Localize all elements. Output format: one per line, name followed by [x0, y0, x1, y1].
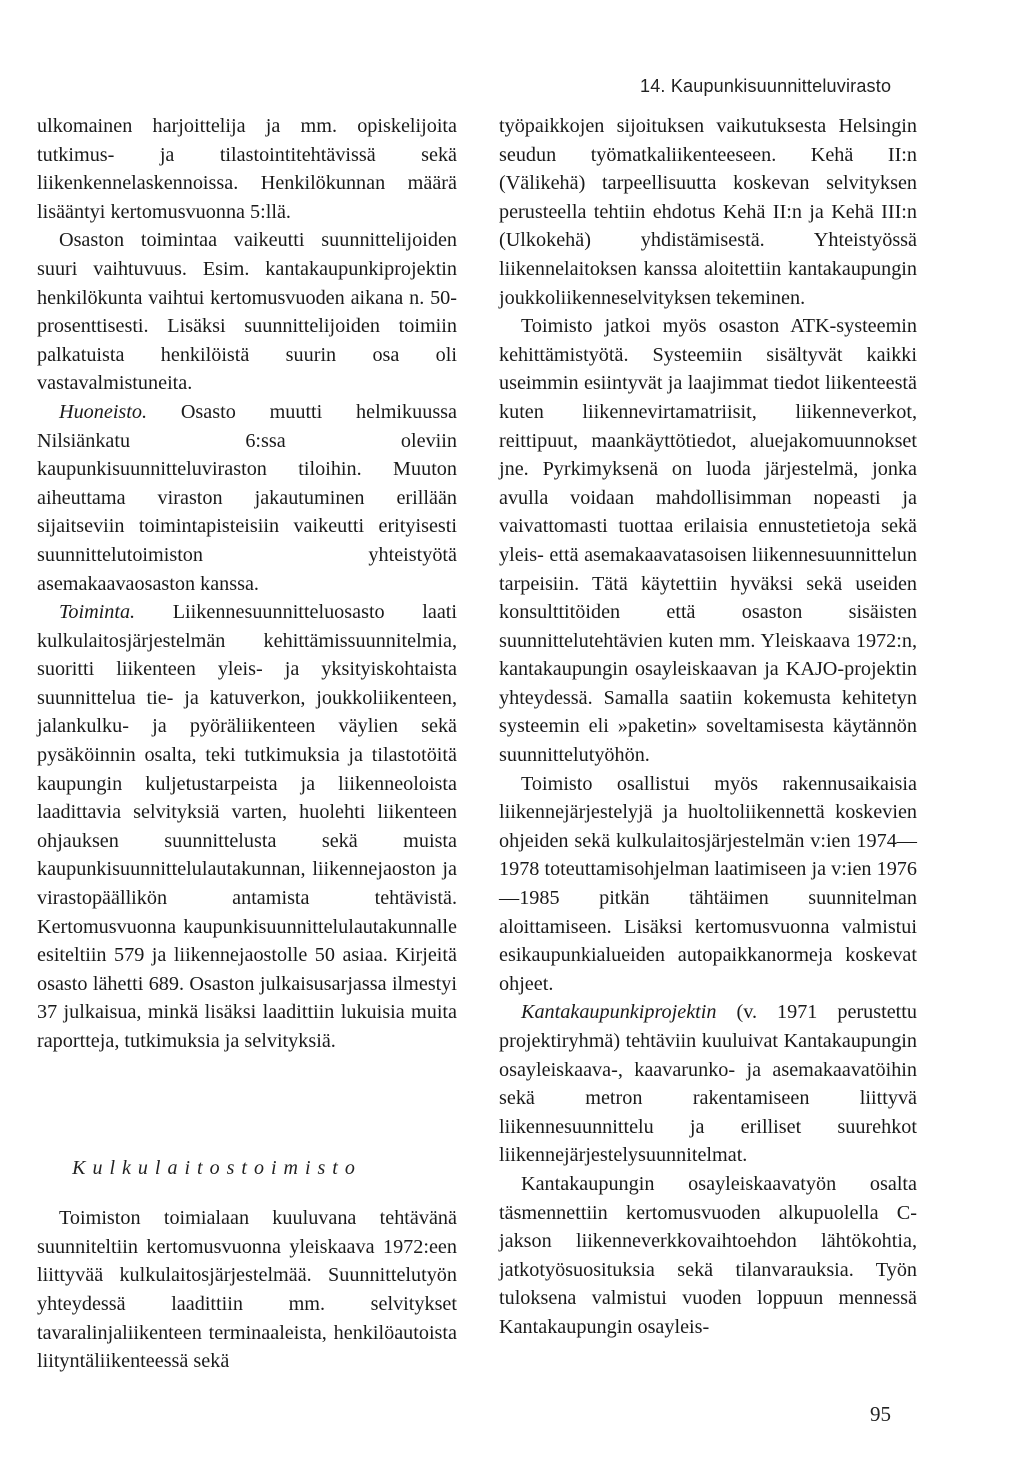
- inner-city-project-text: (v. 1971 perustettu projektiryhmä) tehtäviin kuuluivat Kantakaupungin osayleiskaava-, kaavarunko- ja asemakaavatöihin sekä metron rakentamiseen liittyvä liikennesuunnittelu ja erilliset suurehkot liikennejärjestelysuunnitelmat.: [499, 1001, 917, 1167]
- activities-label: Toiminta.: [59, 601, 136, 624]
- paragraph-activities: [37, 598, 457, 1056]
- inner-city-project-label: Kantakaupunkiprojektin: [521, 1001, 717, 1024]
- section-heading: Kulkulaitostoimisto: [72, 1156, 362, 1179]
- paragraph-atk-system: Toimisto jatkoi myös osaston ATK-systeemin kehittämistyötä. Systeemiin sisältyvät kaikki useimmin esiintyvät ja laajimmat tiedot liikenteestä kuten liikennevirtamatriisit, liikenneverkot, reittipuut, maankäyttötiedot, aluejakomuunnokset jne. Pyrkimyksenä on luoda järjestelmä, jonka avulla voidaan mahdollisimman nopeasti ja vaivattomasti tuottaa erilaisia ennustetietoja sekä yleis- että asemakaavatasoisen liikennesuunnittelun tarpeisiin. Tätä käytettiin hyväksi sekä useiden konsulttitöiden että osaston sisäisten suunnittelutehtävien kuten mm. Yleiskaava 1972:n, kantakaupungin osayleiskaavan ja KAJO-projektin yhteydessä. Samalla saatiin kokemusta kehitetyn systeemin eli »paketin» soveltamisesta käytännön suunnittelutyöhön.: [499, 315, 917, 767]
- paragraph-guidelines: Toimisto osallistui myös rakennusaikaisia liikennejärjestelyjä ja huoltoliikennettä koskevien ohjeiden sekä kulkulaitosjärjestelmän v:ien 1974—1978 toteuttamisohjelman laatimiseen ja v:ien 1976—1985 pitkän tähtäimen suunnitelman aloittamiseen. Lisäksi kertomusvuonna valmistui esikaupunkialueiden autopaikkanormeja koskevat ohjeet.: [499, 772, 917, 995]
- right-column: [499, 112, 917, 1342]
- left-column: [37, 112, 457, 1376]
- paragraph-master-plan: Kantakaupungin osayleiskaavatyön osalta täsmennettiin kertomusvuoden alkupuolella C-jakson liikenneverkkovaihtoehdon lähtökohtia, jatkotyösuosituksia sekä tilanvarauksia. Työn tuloksena valmistui vuoden loppuun mennessä Kantakaupungin osayleis-: [499, 1172, 917, 1338]
- activities-text: Liikennesuunnitteluosasto laati kulkulaitosjärjestelmän kehittämissuunnitelmia, suoritti liikenteen yleis- ja yksityiskohtaista suunnittelua tie- ja katuverkon, joukkoliikenteen, jalankulku- ja pyöräliikenteen väylien sekä pysäköinnin osalta, teki tutkimuksia ja tilastotöitä kaupungin kuljetustarpeista ja liikenneoloista laadittavia selvityksiä varten, huolehti liikenteen ohjauksen suunnittelusta sekä muista kaupunkisuunnittelulautakunnan, liikennejaoston ja virastopäällikön antamista tehtävistä. Kertomusvuonna kaupunkisuunnittelulautakunnalle esiteltiin 579 ja liikennejaostolle 50 asiaa. Kirjeitä osasto lähetti 689. Osaston julkaisusarjassa ilmestyi 37 julkaisua, minkä lisäksi laadittiin lukuisia muita raportteja, tutkimuksia ja selvityksiä.: [37, 601, 457, 1052]
- paragraph-inner-city-project: [499, 998, 917, 1170]
- paragraph-ring-roads: työpaikkojen sijoituksen vaikutuksesta Helsingin seudun työmatkaliikenteeseen. Kehä II:n (Välikehä) tarpeellisuutta koskevan selvityksen perusteella tehtiin ehdotus Kehä II:n ja Kehä III:n (Ulkokehä) yhdistämisestä. Yhteistyössä liikennelaitoksen kanssa aloitettiin kantakaupungin joukkoliikenneselvityksen tekeminen.: [499, 115, 917, 309]
- paragraph-premises: [37, 398, 457, 598]
- running-header: 14. Kaupunkisuunnitteluvirasto: [640, 76, 892, 96]
- premises-label: Huoneisto.: [59, 400, 148, 423]
- premises-text: Osasto muutti helmikuussa Nilsiänkatu 6:ssa oleviin kaupunkisuunnitteluviraston tiloihin. Muuton aiheuttama viraston jakautuminen erillään sijaitseviin toimintapisteisiin vaikeutti erityisesti suunnittelutoimiston yhteistyötä asemakaavaosaston kanssa.: [37, 400, 457, 595]
- paragraph-transport-office: Toimiston toimialaan kuuluvana tehtävänä suunniteltiin kertomusvuonna yleiskaava 1972:een liittyvää kulkulaitosjärjestelmää. Suunnittelutyön yhteydessä laadittiin mm. selvitykset tavaralinjaliikenteen terminaaleista, henkilöautoista liityntäliikenteessä sekä: [37, 1207, 457, 1373]
- paragraph-turnover: Osaston toimintaa vaikeutti suunnittelijoiden suuri vaihtuvuus. Esim. kantakaupunkiprojektin henkilökunta vaihtui kertomusvuoden aikana n. 50-prosenttisesti. Lisäksi suunnittelijoiden toimiin palkatuista henkilöistä suurin osa oli vastavalmistuneita.: [37, 229, 457, 395]
- paragraph-staff: ulkomainen harjoittelija ja mm. opiskelijoita tutkimus- ja tilastointitehtävissä sekä liikenkennelaskennoissa. Henkilökunnan määrä lisääntyi kertomusvuonna 5:llä.: [37, 115, 457, 223]
- page-number: 95: [870, 1402, 891, 1426]
